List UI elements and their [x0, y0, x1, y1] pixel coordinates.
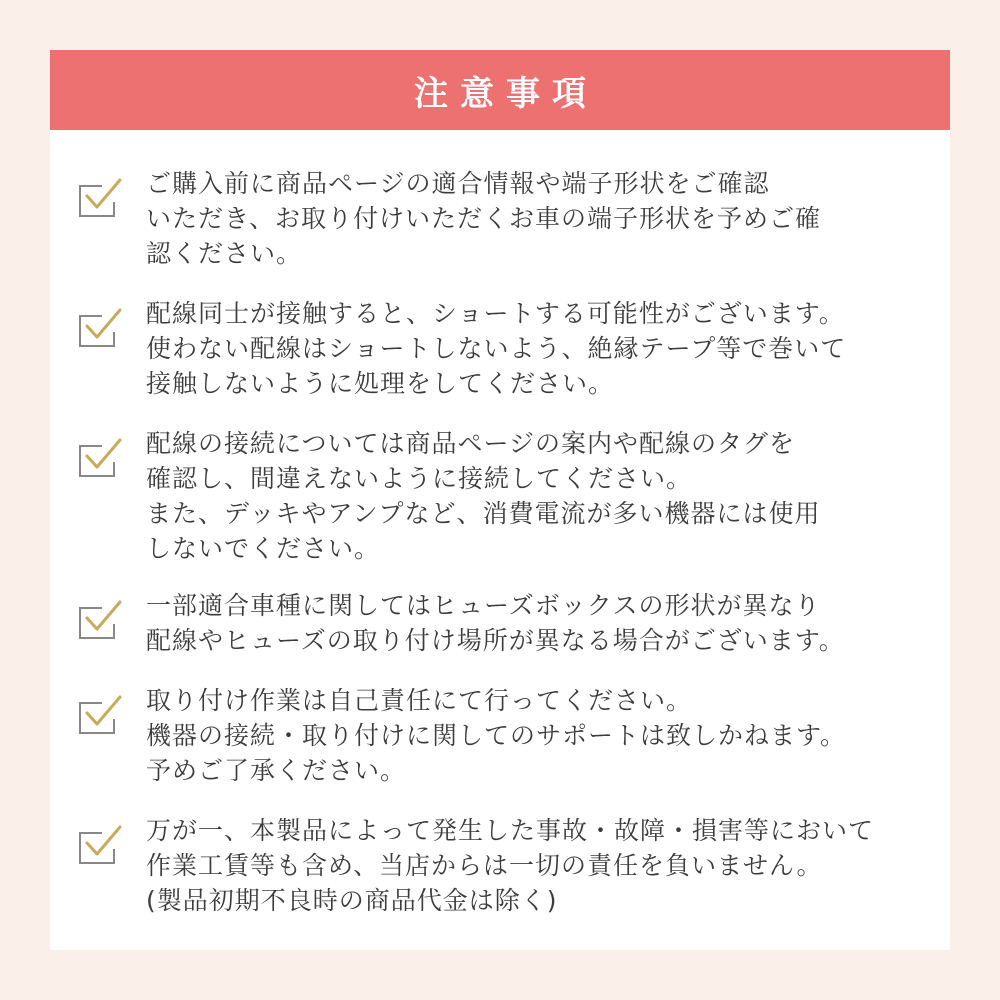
page-title: 注意事項	[414, 73, 598, 114]
checkbox-checked-icon	[78, 823, 124, 867]
notice-text-2: 配線同士が接触すると、ショートする可能性がございます。 使わない配線はショートしないよう、絶縁テープ等で巻いて 接触しないように処理をしてください。	[146, 299, 847, 398]
notice-text-5: 取り付け作業は自己責任にて行ってください。 機器の接続・取り付けに関してのサポートは致しかねます。 予めご了承ください。	[146, 686, 847, 785]
notice-text-6: 万が一、本製品によって発生した事故・故障・損害等において 作業工賃等も含め、当店からは一切の責任を負いません。 (製品初期不良時の商品代金は除く)	[146, 816, 875, 915]
header-banner	[50, 50, 950, 130]
checkbox-checked-icon	[78, 436, 124, 480]
checkbox-checked-icon	[78, 693, 124, 737]
notice-text-1: ご購入前に商品ページの適合情報や端子形状をご確認 いただき、お取り付けいただくお車の端子形状を予めご確 認ください。	[146, 169, 822, 268]
checkbox-checked-icon	[78, 306, 124, 350]
notice-text-4: 一部適合車種に関してはヒューズボックスの形状が異なり 配線やヒューズの取り付け場所が異なる場合がございます。	[146, 591, 845, 655]
checkbox-checked-icon	[78, 176, 124, 220]
checkbox-checked-icon	[78, 598, 124, 642]
notice-card	[50, 50, 950, 950]
notice-text-3: 配線の接続については商品ページの案内や配線のタグを 確認し、間違えないように接続してください。 また、デッキやアンプなど、消費電流が多い機器には使用 しないでください。	[146, 429, 821, 563]
